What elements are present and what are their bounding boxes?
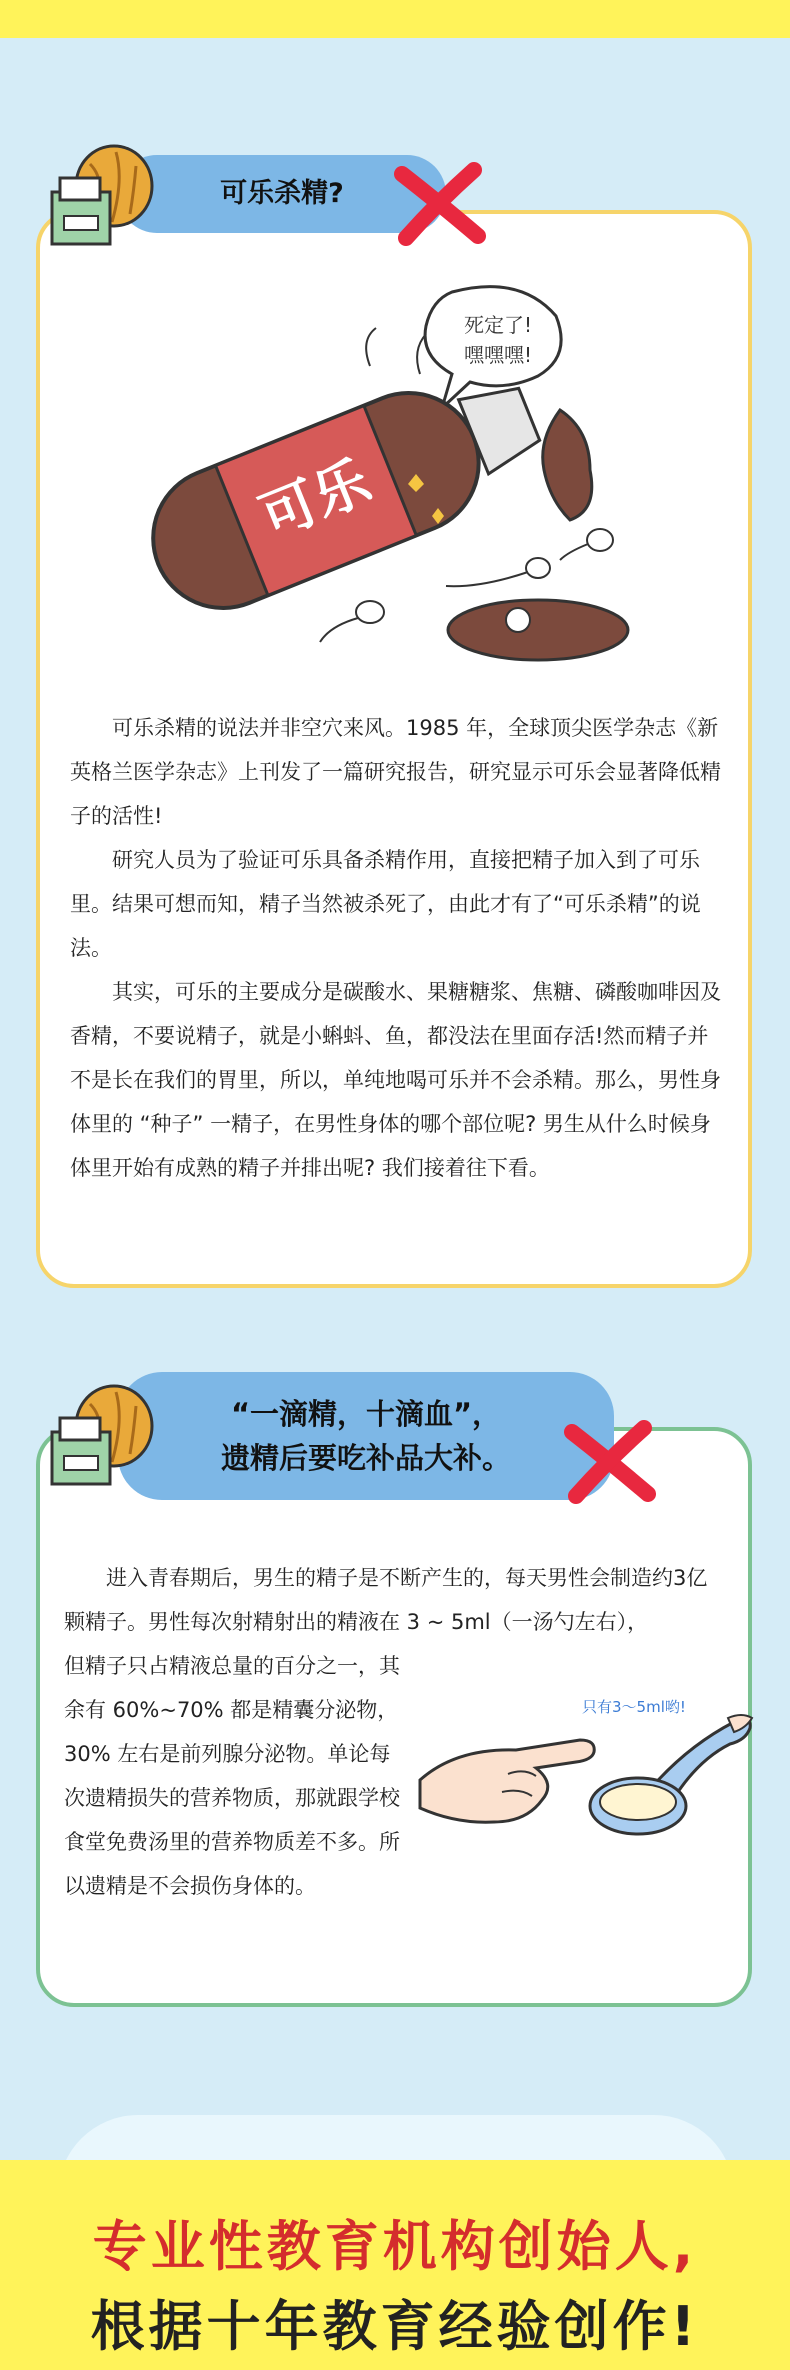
section2-paragraph-continued: 但精子只占精液总量的百分之一，其余有 60%~70% 都是精囊分泌物，30% 左右是前列腺分泌物。单论每次遗精损失的营养物质，那就跟学校食堂免费汤里的营养物质差不多。所以遗精是不会损伤身体的。	[64, 1654, 400, 1898]
section2-heading	[118, 1372, 614, 1500]
section1-heading: 可乐杀精?	[118, 155, 446, 233]
footer-slogan-line1: 专业性教育机构创始人,	[92, 2215, 698, 2278]
cola-bottle-illustration	[120, 270, 680, 670]
section2-body-left	[64, 1644, 404, 1908]
section2-paragraph: 进入青春期后，男生的精子是不断产生的，每天男性会制造约3亿颗精子。男性每次射精射出的精液在 3 ~ 5ml（一汤勺左右），	[64, 1566, 708, 1634]
section1-paragraph: 其实，可乐的主要成分是碳酸水、果糖糖浆、焦糖、磷酸咖啡因及香精，不要说精子，就是小蝌蚪、鱼，都没法在里面存活!然而精子并不是长在我们的胃里，所以，单纯地喝可乐并不会杀精。那么，男性身体里的 “种子” 一精子，在男性身体的哪个部位呢? 男生从什么时候身体里开始有成熟的精子并排出呢? 我们接着往下看。	[70, 980, 721, 1180]
top-yellow-band	[0, 0, 790, 38]
mascot-icon	[46, 1380, 156, 1492]
footer-slogan-line2: 根据十年教育经验创作!	[90, 2295, 700, 2358]
wrong-x-icon	[392, 162, 486, 246]
spoon-label: 只有3～5ml哟!	[582, 1698, 686, 1716]
mascot-icon	[46, 140, 156, 252]
hand-spoon-illustration	[416, 1688, 756, 1858]
section1-paragraph: 可乐杀精的说法并非空穴来风。1985 年，全球顶尖医学杂志《新英格兰医学杂志》上刊发了一篇研究报告，研究显示可乐会显著降低精子的活性!	[70, 716, 721, 828]
section2-heading-line2: 遗精后要吃补品大补。	[220, 1441, 511, 1475]
bubble-line1: 死定了!	[463, 313, 533, 337]
wrong-x-icon	[562, 1420, 656, 1504]
section1-body	[70, 706, 722, 1190]
bubble-line2: 嘿嘿嘿!	[463, 343, 533, 367]
bottle-label: 可乐	[251, 448, 380, 552]
section2-heading-line1: “一滴精，十滴血”，	[230, 1397, 502, 1431]
section2-body-top	[64, 1556, 728, 1644]
section1-paragraph: 研究人员为了验证可乐具备杀精作用，直接把精子加入到了可乐里。结果可想而知，精子当然被杀死了，由此才有了“可乐杀精”的说法。	[70, 848, 701, 960]
